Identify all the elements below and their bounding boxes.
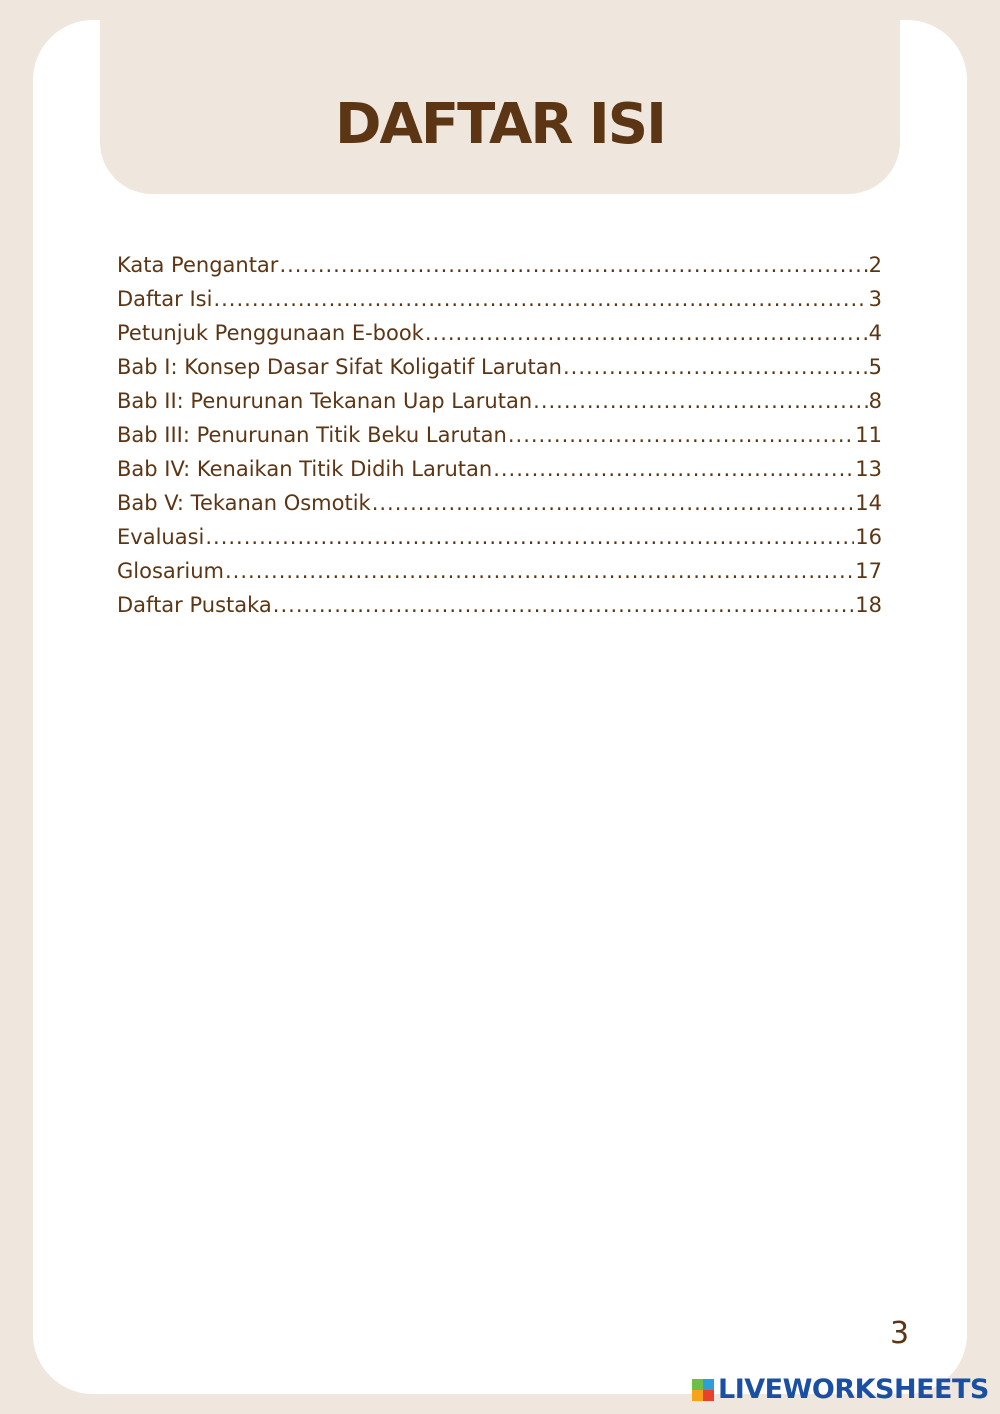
toc-entry-label: Bab II: Penurunan Tekanan Uap Larutan <box>117 389 533 413</box>
toc-entry-label: Bab III: Penurunan Titik Beku Larutan <box>117 423 507 447</box>
toc-entry-label: Bab IV: Kenaikan Titik Didih Larutan <box>117 457 493 481</box>
toc-entry-label: Daftar Pustaka <box>117 593 272 617</box>
toc-entry[interactable] <box>117 282 882 316</box>
toc-leader-dots <box>563 350 868 384</box>
logo-square-green <box>692 1379 703 1390</box>
toc-entry-label: Evaluasi <box>117 525 205 549</box>
toc-entry-label: Petunjuk Penggunaan E-book <box>117 321 424 345</box>
brand-name: LIVEWORKSHEETS <box>718 1374 989 1405</box>
toc-entry[interactable] <box>117 520 882 554</box>
toc-entry-label: Bab I: Konsep Dasar Sifat Koligatif Larutan <box>117 355 562 379</box>
page-title: DAFTAR ISI <box>335 92 665 157</box>
toc-entry-page: 18 <box>855 593 882 617</box>
toc-leader-dots <box>205 520 854 554</box>
toc-entry[interactable] <box>117 350 882 384</box>
toc-entry-page: 3 <box>868 287 882 311</box>
toc-entry[interactable] <box>117 588 882 622</box>
toc-entry[interactable] <box>117 452 882 486</box>
toc-leader-dots <box>225 554 854 588</box>
toc-leader-dots <box>425 316 868 350</box>
toc-leader-dots <box>372 486 855 520</box>
table-of-contents <box>117 248 882 622</box>
toc-entry-page: 16 <box>855 525 882 549</box>
toc-leader-dots <box>508 418 854 452</box>
liveworksheets-logo-icon <box>692 1379 714 1401</box>
toc-entry-label: Kata Pengantar <box>117 253 279 277</box>
page-number: 3 <box>890 1316 910 1351</box>
toc-entry-page: 4 <box>868 321 882 345</box>
toc-leader-dots <box>533 384 867 418</box>
toc-entry[interactable] <box>117 384 882 418</box>
liveworksheets-brand[interactable] <box>692 1374 989 1406</box>
toc-entry-label: Glosarium <box>117 559 224 583</box>
toc-entry-page: 14 <box>855 491 882 515</box>
toc-entry[interactable] <box>117 418 882 452</box>
toc-entry-page: 11 <box>855 423 882 447</box>
toc-leader-dots <box>213 282 867 316</box>
toc-entry-page: 5 <box>868 355 882 379</box>
toc-entry-page: 17 <box>855 559 882 583</box>
logo-square-orange <box>692 1390 703 1401</box>
toc-leader-dots <box>493 452 854 486</box>
toc-entry-page: 13 <box>855 457 882 481</box>
logo-square-red <box>703 1390 714 1401</box>
toc-entry-page: 8 <box>868 389 882 413</box>
toc-leader-dots <box>279 248 867 282</box>
toc-entry-label: Bab V: Tekanan Osmotik <box>117 491 371 515</box>
toc-entry-label: Daftar Isi <box>117 287 213 311</box>
toc-entry[interactable] <box>117 554 882 588</box>
page-sheet <box>33 20 967 1394</box>
toc-leader-dots <box>273 588 854 622</box>
toc-entry[interactable] <box>117 486 882 520</box>
toc-entry[interactable] <box>117 248 882 282</box>
toc-entry-page: 2 <box>868 253 882 277</box>
logo-square-blue <box>703 1379 714 1390</box>
toc-entry[interactable] <box>117 316 882 350</box>
